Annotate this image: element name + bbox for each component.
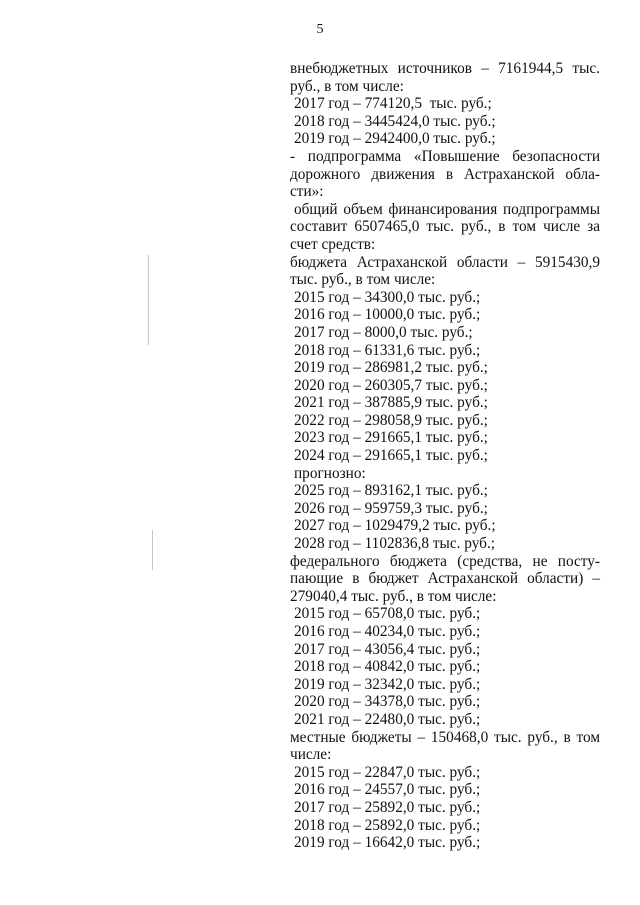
text-line: 2021 год – 387885,9 тыс. руб.; — [294, 394, 488, 412]
text-line: федерального бюджета (средства, не посту- — [290, 552, 600, 570]
text-line: 2023 год – 291665,1 тыс. руб.; — [294, 429, 488, 447]
text-line: 2015 год – 22847,0 тыс. руб.; — [294, 763, 481, 781]
text-line: дорожного движения в Астраханской обла- — [290, 165, 600, 183]
text-line: 2020 год – 34378,0 тыс. руб.; — [294, 693, 481, 711]
text-line: числе: — [290, 746, 332, 764]
text-line: 2015 год – 34300,0 тыс. руб.; — [294, 288, 481, 306]
text-line: 2019 год – 32342,0 тыс. руб.; — [294, 675, 481, 693]
text-line: тыс. руб., в том числе: — [290, 271, 436, 289]
text-line: 2016 год – 40234,0 тыс. руб.; — [294, 623, 481, 640]
scan-artifact-line — [148, 255, 149, 345]
text-line: пающие в бюджет Астраханской области) – — [290, 570, 600, 588]
document-body — [290, 60, 600, 852]
text-line: 2019 год – 16642,0 тыс. руб.; — [294, 834, 481, 852]
text-line: 2028 год – 1102836,8 тыс. руб.; — [294, 535, 496, 553]
text-line: 2022 год – 298058,9 тыс. руб.; — [294, 411, 488, 429]
text-line: 2016 год – 10000,0 тыс. руб.; — [294, 306, 481, 324]
text-line: счет средств: — [290, 235, 376, 253]
text-line: прогнозно: — [294, 464, 366, 482]
text-line: 2024 год – 291665,1 тыс. руб.; — [294, 447, 488, 465]
text-line: 2018 год – 3445424,0 тыс. руб.; — [294, 112, 496, 130]
text-line: 2018 год – 61331,6 тыс. руб.; — [294, 341, 481, 359]
text-line: 2017 год – 25892,0 тыс. руб.; — [294, 798, 481, 816]
text-line: 2017 год – 8000,0 тыс. руб.; — [294, 323, 473, 341]
text-line: 2026 год – 959759,3 тыс. руб.; — [294, 499, 488, 517]
text-line: 279040,4 тыс. руб., в том числе: — [290, 587, 497, 605]
text-line: 2015 год – 65708,0 тыс. руб.; — [294, 605, 481, 623]
scan-artifact-line — [152, 530, 153, 570]
text-line: бюджета Астраханской области – 5915430,9 — [290, 253, 600, 271]
text-line: 2017 год – 774120,5 тыс. руб.; — [294, 95, 492, 113]
text-line: 2018 год – 25892,0 тыс. руб.; — [294, 816, 481, 834]
text-line: составит 6507465,0 тыс. руб., в том числе за — [290, 218, 600, 236]
text-line: 2018 год – 40842,0 тыс. руб.; — [294, 658, 481, 676]
text-line: - подпрограмма «Повышение безопасности — [290, 147, 600, 165]
text-line: 2019 год – 2942400,0 тыс. руб.; — [294, 130, 496, 148]
text-line: местные бюджеты – 150468,0 тыс. руб., в том — [290, 728, 600, 746]
text-line: общий объем финансирования подпрограммы — [294, 200, 600, 218]
text-line: 2017 год – 43056,4 тыс. руб.; — [294, 640, 481, 658]
text-line: сти»: — [290, 183, 324, 201]
text-line: 2021 год – 22480,0 тыс. руб.; — [294, 710, 481, 728]
text-line: 2025 год – 893162,1 тыс. руб.; — [294, 482, 488, 500]
text-line: 2019 год – 286981,2 тыс. руб.; — [294, 359, 488, 377]
page-number: 5 — [316, 22, 324, 37]
text-line: 2016 год – 24557,0 тыс. руб.; — [294, 781, 481, 799]
text-line: внебюджетных источников – 7161944,5 тыс. — [290, 60, 600, 77]
text-line: 2020 год – 260305,7 тыс. руб.; — [294, 376, 488, 394]
text-line: 2027 год – 1029479,2 тыс. руб.; — [294, 517, 496, 535]
text-line: руб., в том числе: — [290, 77, 404, 95]
